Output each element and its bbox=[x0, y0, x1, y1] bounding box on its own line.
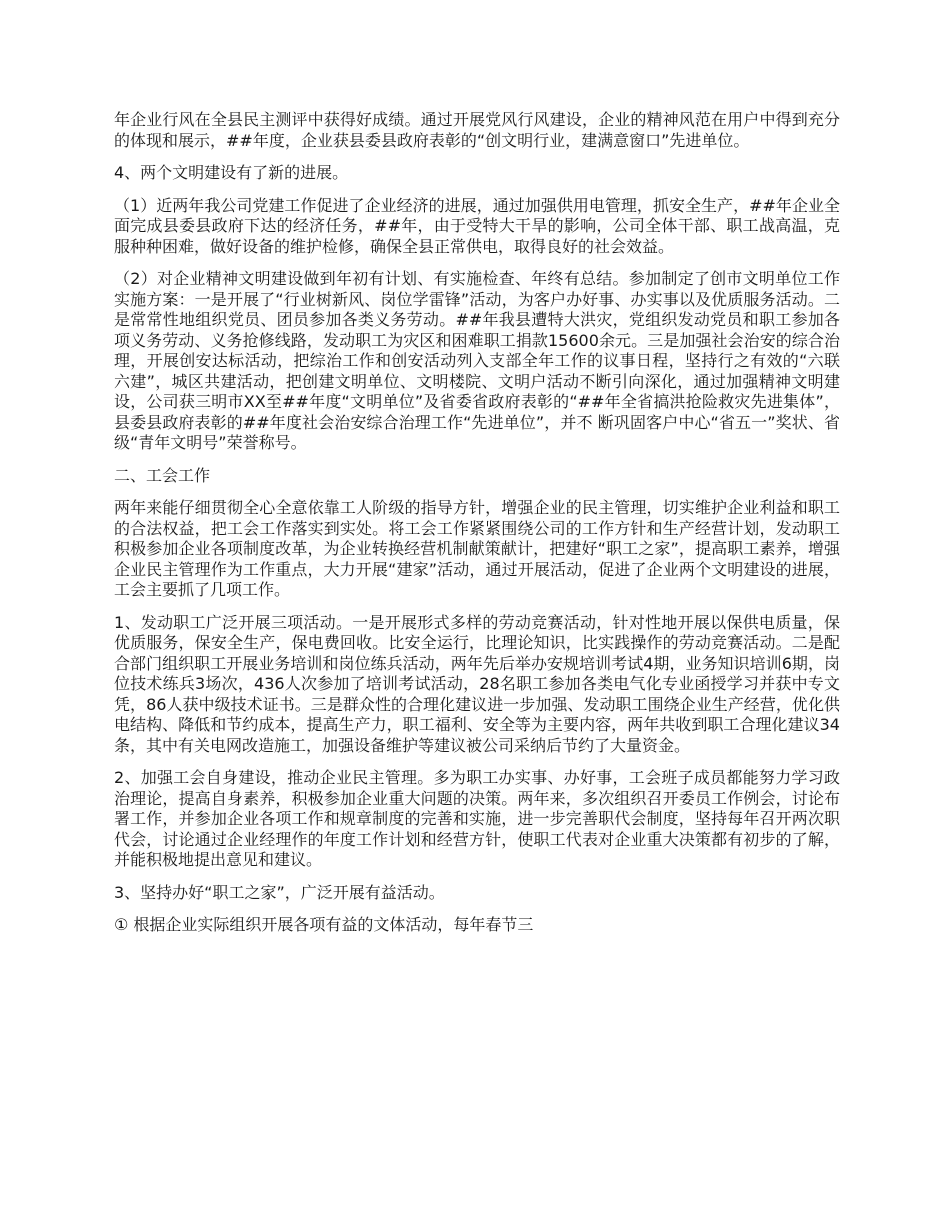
heading-workers-home: 3、坚持办好“职工之家”，广泛开展有益活动。 bbox=[114, 882, 445, 902]
paragraph-industry-style-result: 年企业行风在全县民主测评中获得好成绩。通过开展党风行风建设，企业的精神风范在用户中得到充分的体现和展示，##年度，企业获县委县政府表彰的“创文明行业，建满意窗口”先进单位。 bbox=[114, 110, 840, 150]
paragraph-union-overview: 两年来能仔细贯彻全心全意依靠工人阶级的指导方针，增强企业的民主管理，切实维护企业利益和职工的合法权益，把工会工作落实到实处。将工会工作紧紧围绕公司的工作方针和生产经营计划，发动职工积极参加企业各项制度改革，为企业转换经营机制献策献计，把建好“职工之家”，提高职工素养，增强企业民主管理作为工作重点，大力开展“建家”活动，通过开展活动，促进了企业两个文明建设的进展，工会主要抓了几项工作。 bbox=[114, 498, 840, 599]
paragraph-three-activities: 1、发动职工广泛开展三项活动。一是开展形式多样的劳动竞赛活动，针对性地开展以保供电质量，保优质服务，保安全生产，保电费回收。比安全运行，比理论知识，比实践操作的劳动竞赛活动。二是配合部门组织职工开展业务培训和岗位练兵活动，两年先后举办安规培训考试4期，业务知识培训6期，岗位技术练兵3场次，436人次参加了培训考试活动，28名职工参加各类电气化专业函授学习并获中专文凭，86人获中级技术证书。三是群众性的合理化建议进一步加强、发动职工围绕企业生产经营，优化供电结构、降低和节约成本，提高生产力，职工福利、安全等为主要内容，两年共收到职工合理化建议34条，其中有关电网改造施工，加强设备维护等建议被公司采纳后节约了大量资金。 bbox=[114, 612, 840, 755]
section-heading-union-work: 二、工会工作 bbox=[114, 465, 211, 485]
paragraph-party-building: （1）近两年我公司党建工作促进了企业经济的进展，通过加强供用电管理，抓安全生产，##年企业全面完成县委县政府下达的经济任务，##年，由于受特大干旱的影响，公司全体干部、职工战高温，克服种种困难，做好设备的维护检修，确保全县正常供电，取得良好的社会效益。 bbox=[114, 195, 840, 256]
document-body bbox=[114, 110, 840, 948]
heading-two-civilizations-progress: 4、两个文明建设有了新的进展。 bbox=[114, 163, 349, 182]
paragraph-union-self-building: 2、加强工会自身建设，推动企业民主管理。多为职工办实事、办好事，工会班子成员都能努力学习政治理论，提高自身素养，积极参加企业重大问题的决策。两年来，多次组织召开委员工作例会，讨论布署工作，并参加企业各项工作和规章制度的完善和实施，进一步完善职代会制度，坚持每年召开两次职代会，讨论通过企业经理作的年度工作计划和经营方针，使职工代表对企业重大决策都有初步的了解，并能积极地提出意见和建议。 bbox=[114, 768, 840, 869]
paragraph-cultural-activities: ① 根据企业实际组织开展各项有益的文体活动，每年春节三 bbox=[114, 915, 534, 934]
paragraph-spiritual-civilization: （2）对企业精神文明建设做到年初有计划、有实施检查、年终有总结。参加制定了创市文明单位工作实施方案：一是开展了“行业树新风、岗位学雷锋”活动，为客户办好事、办实事以及优质服务活动。二是常常性地组织党员、团员参加各类义务劳动。##年我县遭特大洪灾，党组织发动党员和职工参加各项义务劳动、义务抢修线路，发动职工为灾区和困难职工捐款15600余元。三是加强社会治安的综合治理，开展创安达标活动，把综治工作和创安活动列入支部全年工作的议事日程，坚持行之有效的“六联六建”，城区共建活动，把创建文明单位、文明楼院、文明户活动不断引向深化，通过加强精神文明建设，公司获三明市XX至##年度“文明单位”及省委省政府表彰的“##年全省搞洪抢险救灾先进集体”，县委县政府表彰的##年度社会治安综合治理工作“先进单位”，并不 断巩固客户中心“省五一”奖状、省级“青年文明号”荣誉称号。 bbox=[114, 269, 840, 452]
